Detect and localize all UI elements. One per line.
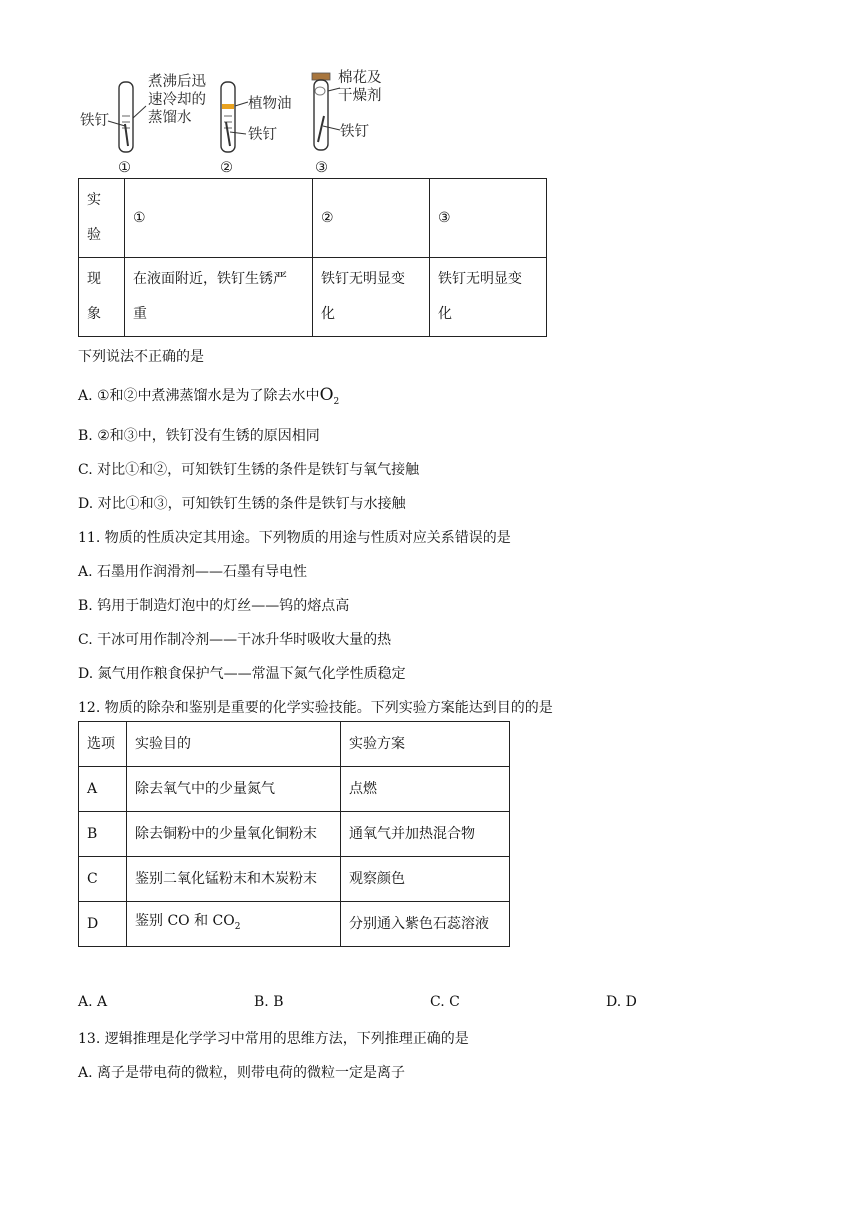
cell-goal: 鉴别 CO 和 $CO_2$: [127, 902, 341, 947]
q13-option-a: A. 离子是带电荷的微粒，则带电荷的微粒一定是离子: [78, 1065, 406, 1081]
cell-plan: 分别通入紫色石蕊溶液: [341, 902, 510, 947]
cell-goal: 除去铜粉中的少量氧化铜粉末: [127, 812, 341, 857]
table-row: [79, 722, 510, 767]
q10-stem: 下列说法不正确的是: [78, 349, 204, 365]
table-row: [79, 767, 510, 812]
row-head-phenomenon: 现 象: [79, 258, 125, 337]
rust-experiment-figure: [78, 66, 408, 178]
table-row: [79, 902, 510, 947]
cell-goal: 鉴别二氧化锰粉末和木炭粉末: [127, 857, 341, 902]
cell-phen-3: 铁钉无明显变 化: [430, 258, 547, 337]
test-tube-2: [221, 82, 248, 152]
cell-plan: 观察颜色: [341, 857, 510, 902]
cell-opt: D: [79, 902, 127, 947]
q10-option-a: A. ①和②中煮沸蒸馏水是为了除去水中$O_2$: [78, 385, 340, 407]
q11-stem: 11. 物质的性质决定其用途。下列物质的用途与性质对应关系错误的是: [78, 530, 511, 546]
tube2-number: ②: [220, 160, 233, 176]
tube1-label-water-3: 蒸馏水: [148, 110, 192, 126]
cell-exp-1: ①: [125, 179, 313, 258]
tube3-label-cotton-1: 棉花及: [338, 70, 382, 86]
tube1-label-nail: 铁钉: [80, 113, 109, 129]
header-goal: 实验目的: [127, 722, 341, 767]
test-tube-1: [108, 82, 146, 152]
q12-stem: 12. 物质的除杂和鉴别是重要的化学实验技能。下列实验方案能达到目的的是: [78, 700, 553, 716]
q11-option-d: D. 氮气用作粮食保护气——常温下氮气化学性质稳定: [78, 666, 406, 682]
test-tube-3: [312, 73, 340, 150]
q12-option-d: D. D: [606, 994, 637, 1010]
q10-option-d: D. 对比①和③，可知铁钉生锈的条件是铁钉与水接触: [78, 496, 406, 512]
tube1-label-water-2: 速冷却的: [148, 92, 206, 108]
header-plan: 实验方案: [341, 722, 510, 767]
q13-stem: 13. 逻辑推理是化学学习中常用的思维方法，下列推理正确的是: [78, 1031, 469, 1047]
cell-plan: 点燃: [341, 767, 510, 812]
row-head-experiment: 实 验: [79, 179, 125, 258]
q11-option-c: C. 干冰可用作制冷剂——干冰升华时吸收大量的热: [78, 632, 392, 648]
cell-opt: C: [79, 857, 127, 902]
table-row: [79, 812, 510, 857]
q12-table: [78, 721, 510, 947]
q12-option-b: B. B: [254, 994, 284, 1010]
header-option: 选项: [79, 722, 127, 767]
experiment-table: [78, 178, 547, 337]
tube3-label-cotton-2: 干燥剂: [338, 88, 382, 104]
tube3-label-nail: 铁钉: [340, 124, 369, 140]
tube2-label-nail: 铁钉: [248, 127, 277, 143]
table-row: [79, 857, 510, 902]
table-row: [79, 258, 547, 337]
tube1-number: ①: [118, 160, 131, 176]
cell-goal: 除去氧气中的少量氮气: [127, 767, 341, 812]
table-row: [79, 179, 547, 258]
q10-option-b: B. ②和③中，铁钉没有生锈的原因相同: [78, 428, 320, 444]
cell-phen-2: 铁钉无明显变 化: [313, 258, 430, 337]
tube2-label-oil: 植物油: [248, 96, 292, 112]
q11-option-b: B. 钨用于制造灯泡中的灯丝——钨的熔点高: [78, 598, 350, 614]
cell-plan: 通氧气并加热混合物: [341, 812, 510, 857]
cell-exp-2: ②: [313, 179, 430, 258]
cell-phen-1: 在液面附近，铁钉生锈严 重: [125, 258, 313, 337]
cell-exp-3: ③: [430, 179, 547, 258]
q12-option-c: C. C: [430, 994, 460, 1010]
cell-opt: A: [79, 767, 127, 812]
q12-option-a: A. A: [78, 994, 108, 1010]
q11-option-a: A. 石墨用作润滑剂——石墨有导电性: [78, 564, 308, 580]
cell-opt: B: [79, 812, 127, 857]
tube3-number: ③: [315, 160, 328, 176]
q10-option-c: C. 对比①和②，可知铁钉生锈的条件是铁钉与氧气接触: [78, 462, 420, 478]
tube1-label-water-1: 煮沸后迅: [148, 74, 206, 90]
